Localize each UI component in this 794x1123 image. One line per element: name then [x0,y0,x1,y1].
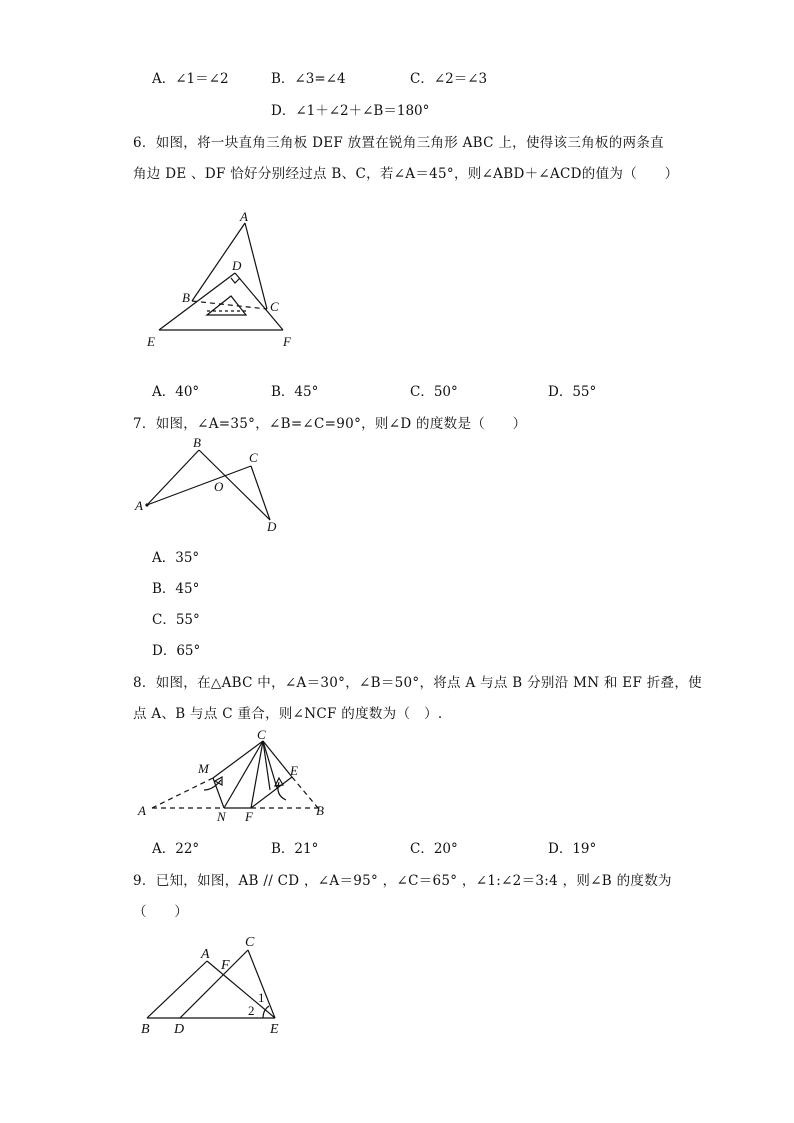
q6-label-d: D [232,258,242,273]
q6-option-b[interactable]: B．45° [271,384,319,400]
q8-dash-ma [152,778,213,808]
q8-edge-mn [213,778,224,808]
q7-option-a[interactable]: A．35° [152,550,200,566]
q9-edge-ae [207,961,275,1018]
q5-option-b[interactable]: B．∠3=∠4 [271,71,346,87]
q7-option-c[interactable]: C．55° [152,612,200,628]
q7-label-o: O [214,479,224,494]
q6-label-b: B [182,290,190,305]
q6-stem-line-2: 角边 DE 、DF 恰好分别经过点 B、C，若∠A＝45°，则∠ABD＋∠ACD的值为（ ） [133,166,679,182]
q7-edge-bd [199,450,270,520]
q9-stem-line-2: （ ） [133,904,189,920]
q7-label-c: C [249,450,258,465]
q8-fold-arrowhead-left [215,777,222,785]
q8-stem-line-1: 8．如图，在△ABC 中，∠A＝30°，∠B＝50°，将点 A 与点 B 分别沿 MN 和 EF 折叠，使 [133,675,702,691]
q7-edge-ac [147,466,251,505]
q6-right-angle-mark [231,278,240,283]
q6-stem-line-1: 6．如图，将一块直角三角板 DEF 放置在锐角三角形 ABC 上，使得该三角板的两条直 [133,135,664,151]
q6-option-d[interactable]: D．55° [548,384,597,400]
q9-label-b: B [141,1022,150,1037]
q8-edge-ef [251,777,292,808]
q8-fold-arrow-left [204,780,221,790]
q6-option-c[interactable]: C．50° [410,384,458,400]
q8-edge-c-inner-1 [263,741,270,790]
q7-label-a: A [135,498,143,513]
q8-fold-arrow-right [278,782,286,800]
q6-label-a: A [240,209,248,224]
q9-label-1: 1 [258,990,265,1005]
q8-label-b: B [316,803,324,818]
q9-label-2: 2 [248,1003,255,1018]
q8-option-a[interactable]: A．22° [152,841,200,857]
q5-option-a[interactable]: A．∠1＝∠2 [152,71,229,87]
q8-option-b[interactable]: B．21° [271,841,319,857]
q9-label-f: F [221,958,230,973]
q8-dash-eb [292,777,318,808]
q6-option-a[interactable]: A．40° [152,384,200,400]
q8-edge-cn [224,741,263,808]
q6-edge-ac [245,223,267,309]
q8-option-d[interactable]: D．19° [548,841,597,857]
q6-edge-bc [192,301,267,309]
q8-fold-arrowhead-right [275,778,283,786]
q9-label-e: E [270,1022,279,1037]
q8-edge-ce [263,741,292,777]
q6-label-f: F [283,334,291,349]
q8-label-c: C [257,727,266,742]
q9-stem-line-1: 9．已知，如图，AB // CD ，∠A＝95° ，∠C＝65° ，∠1:∠2＝3:4 ，则∠B 的度数为 [133,873,672,889]
q8-option-c[interactable]: C．20° [410,841,458,857]
q7-edge-cd [251,466,270,520]
q8-edge-cf [251,741,263,808]
q9-edge-ce [248,950,275,1018]
q6-inner-triangle [207,296,246,315]
q8-stem-line-2: 点 A、B 与点 C 重合，则∠NCF 的度数为（ ）. [133,706,443,722]
q6-label-e: E [147,334,155,349]
q7-option-b[interactable]: B．45° [152,581,200,597]
q8-edge-c-inner-2 [263,741,277,788]
q9-label-a: A [201,947,210,962]
q5-option-c[interactable]: C．∠2＝∠3 [410,71,488,87]
q7-option-d[interactable]: D．65° [152,643,201,659]
q5-option-d[interactable]: D．∠1＋∠2＋∠B＝180° [271,103,430,119]
q9-label-d: D [174,1022,185,1037]
q7-stem: 7．如图，∠A=35°，∠B=∠C=90°，则∠D 的度数是（ ） [133,416,527,432]
q8-label-a: A [138,803,146,818]
q6-edge-df [235,273,283,330]
q7-label-b: B [193,435,201,450]
q7-point-a [145,503,148,506]
q6-edge-ab [192,223,245,301]
q9-edge-dc [180,950,248,1018]
q6-edge-de [159,273,235,330]
q9-edge-ba [147,961,207,1018]
q9-label-c: C [245,935,255,950]
q6-label-c: C [270,299,279,314]
q9-angle-arc [263,1006,269,1018]
q8-label-n: N [217,809,226,824]
q8-label-e: E [290,763,298,778]
q8-edge-mc [213,741,263,778]
q7-label-d: D [267,519,277,534]
q8-label-m: M [198,761,209,776]
q8-label-f: F [245,809,253,824]
q7-edge-ab [147,450,199,505]
